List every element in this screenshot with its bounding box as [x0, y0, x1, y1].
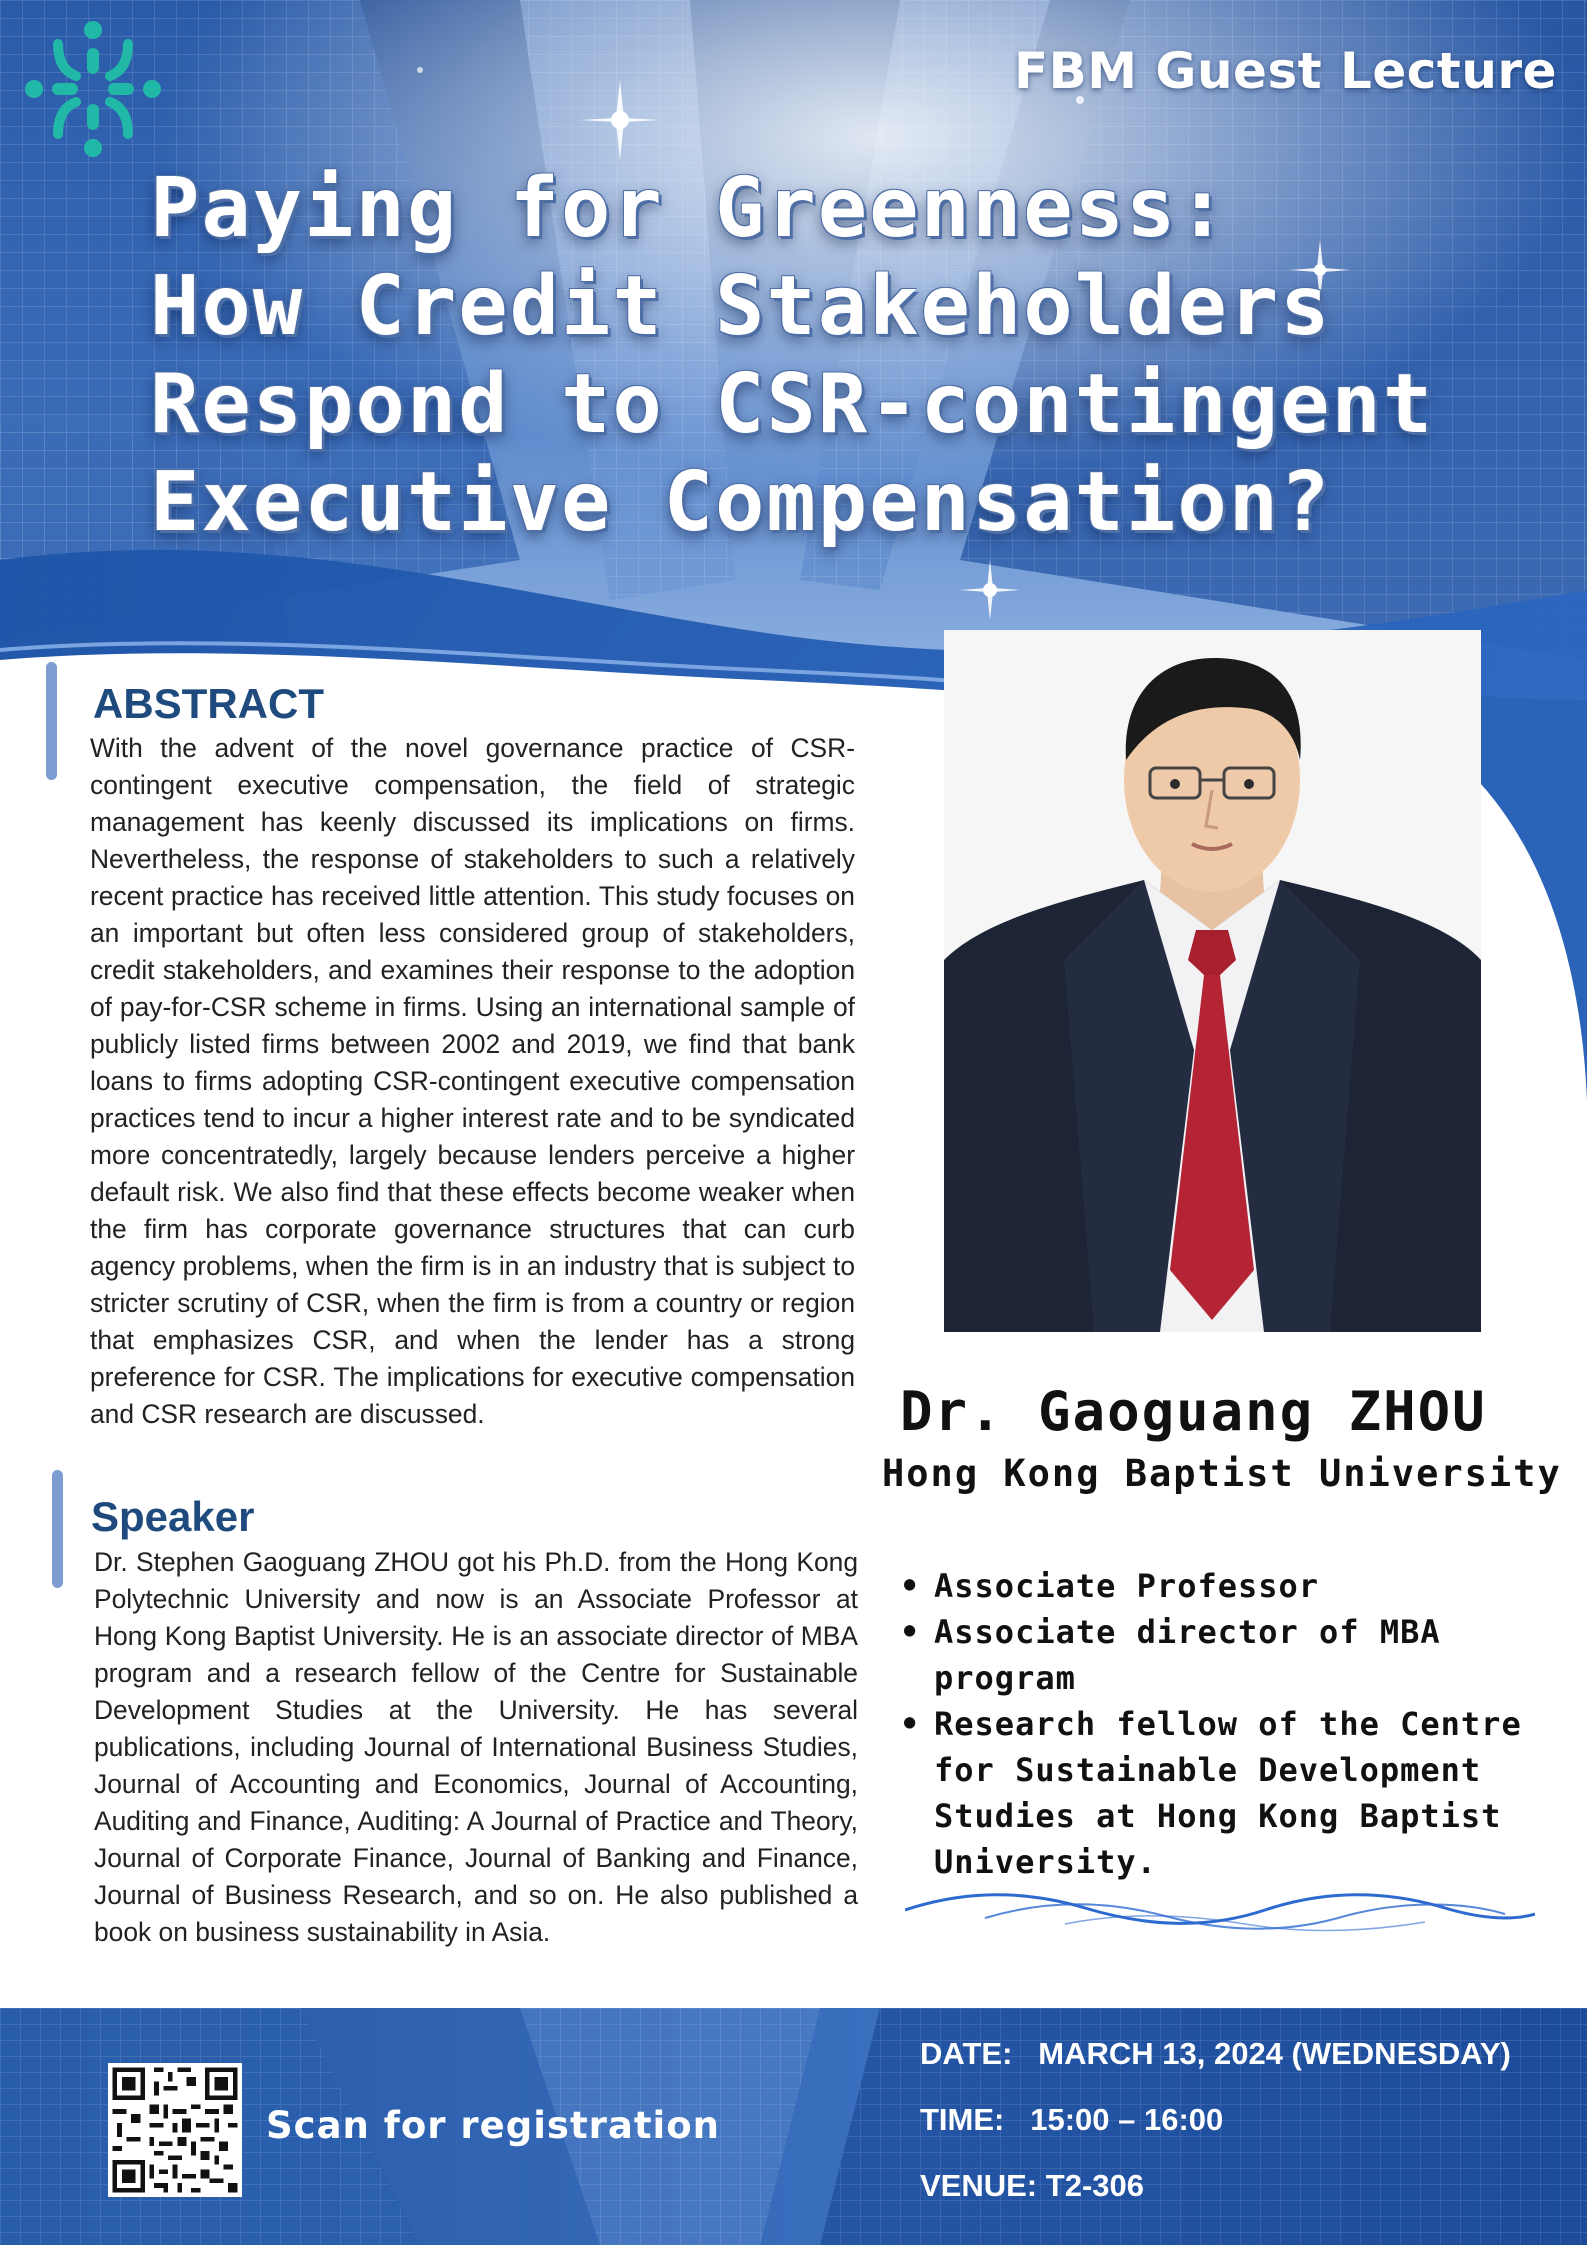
- title-line-4: Executive Compensation?: [150, 455, 1332, 550]
- speaker-roles-list: [900, 1563, 1540, 1885]
- scan-registration-label: Scan for registration: [266, 2104, 720, 2147]
- venue-label: VENUE:: [920, 2168, 1038, 2203]
- event-time: [920, 2102, 1223, 2138]
- speaker-university: Hong Kong Baptist University: [882, 1452, 1562, 1495]
- speaker-photo: [944, 630, 1481, 1332]
- bullet-icon: •: [900, 1567, 921, 1605]
- speaker-heading: Speaker: [91, 1493, 255, 1540]
- wave-divider: [905, 1880, 1535, 1940]
- event-venue: [920, 2168, 1144, 2204]
- lecture-type-label: FBM Guest Lecture: [1013, 42, 1557, 100]
- time-label: TIME:: [920, 2102, 1005, 2137]
- role-item: • Research fellow of the Centre for Sustainable Development Studies at Hong Kong Baptist University.: [900, 1701, 1540, 1885]
- date-label: DATE:: [920, 2036, 1013, 2071]
- abstract-heading: ABSTRACT: [93, 680, 324, 727]
- bullet-icon: •: [900, 1705, 921, 1743]
- registration-qr-code[interactable]: [108, 2063, 242, 2197]
- abstract-accent-bar: [46, 662, 57, 780]
- speaker-accent-bar: [52, 1470, 63, 1588]
- title-line-3: Respond to CSR-contingent: [150, 357, 1435, 452]
- time-value: 15:00 – 16:00: [1030, 2102, 1224, 2137]
- date-value: MARCH 13, 2024 (WEDNESDAY): [1038, 2036, 1511, 2071]
- title-line-1: Paying for Greenness:: [150, 161, 1229, 256]
- role-item: • Associate director of MBA program: [900, 1609, 1540, 1701]
- venue-value: T2-306: [1045, 2168, 1144, 2203]
- role-item: • Associate Professor: [900, 1563, 1540, 1609]
- title-line-2: How Credit Stakeholders: [150, 259, 1332, 354]
- bullet-icon: •: [900, 1613, 921, 1651]
- abstract-text: With the advent of the novel governance practice of CSR-contingent executive compensation, the field of strategic management has keenly discussed its implications on firms. Nevertheless, the response of stakeholders to such a relatively recent practice has received little attention. This study focuses on an important but often less considered group of stakeholders, credit stakeholders, and examines their response to the adoption of pay-for-CSR scheme in firms. Using an international sample of publicly listed firms between 2002 and 2019, we find that bank loans to firms adopting CSR-contingent executive compensation practices tend to incur a higher interest rate and to be syndicated more concentratedly, largely because lenders perceive a higher default risk. We also find that these effects become weaker when the firm has corporate governance structures that can curb agency problems, when the firm is in an industry that is subject to stricter scrutiny of CSR, when the firm is from a country or region that emphasizes CSR, and when the lender has a strong preference for CSR. The implications for executive compensation and CSR research are discussed.: [90, 733, 855, 1429]
- faculty-logo-icon: [18, 14, 168, 164]
- event-date: [920, 2036, 1511, 2072]
- lecture-title: [150, 160, 1550, 552]
- speaker-bio-text: Dr. Stephen Gaoguang ZHOU got his Ph.D. from the Hong Kong Polytechnic University and now is an Associate Professor at Hong Kong Baptist University. He is an associate director of MBA program and a research fellow of the Centre for Sustainable Development Studies at the University. He has several publications, including Journal of International Business Studies, Journal of Accounting and Economics, Journal of Accounting, Auditing and Finance, Auditing: A Journal of Practice and Theory, Journal of Corporate Finance, Journal of Banking and Finance, Journal of Business Research, and so on. He also published a book on business sustainability in Asia.: [94, 1547, 858, 1947]
- speaker-name: Dr. Gaoguang ZHOU: [900, 1380, 1487, 1443]
